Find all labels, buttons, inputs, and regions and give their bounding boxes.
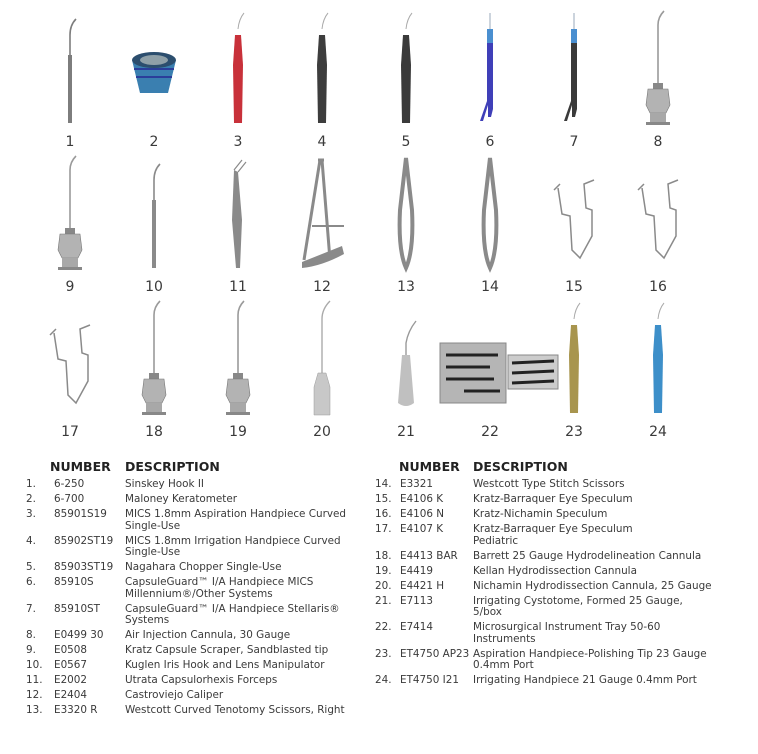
product-description: MICS 1.8mm Irrigation Handpiece Curved <box>125 534 341 547</box>
speculum-icon <box>534 150 614 280</box>
row-index: 5. <box>26 561 36 573</box>
instrument-number-label: 13 <box>397 279 415 295</box>
handpiece-icon <box>282 5 362 135</box>
instrument-number-label: 18 <box>145 424 163 440</box>
product-number: 6-250 <box>54 478 85 490</box>
product-number: 85901S19 <box>54 508 107 520</box>
instrument-15 <box>534 150 614 290</box>
instrument-number-label: 15 <box>565 279 583 295</box>
row-index: 19. <box>375 564 392 577</box>
product-description: Air Injection Cannula, 30 Gauge <box>125 629 291 641</box>
instrument-number-label: 23 <box>565 424 583 440</box>
instrument-number-label: 4 <box>317 134 327 150</box>
product-description: Utrata Capsulorhexis Forceps <box>125 674 278 686</box>
instrument-number-label: 22 <box>481 424 499 440</box>
column-header-description: DESCRIPTION <box>473 459 568 474</box>
instrument-number-label: 9 <box>65 279 75 295</box>
instrument-20 <box>282 295 362 435</box>
row-index: 17. <box>375 523 392 535</box>
product-description: Irrigating Handpiece 21 Gauge 0.4mm Port <box>473 674 697 686</box>
row-index: 21. <box>375 594 392 607</box>
instrument-23 <box>534 295 614 435</box>
product-description: Millennium®/Other Systems <box>125 587 273 600</box>
product-number: ET4750 I21 <box>400 674 459 686</box>
product-number: E0499 30 <box>54 629 104 641</box>
instrument-2 <box>114 5 194 145</box>
row-index: 15. <box>375 493 392 505</box>
instrument-4 <box>282 5 362 145</box>
forceps-icon <box>198 150 278 280</box>
instrument-number-label: 2 <box>149 134 159 150</box>
instrument-number-label: 12 <box>313 279 331 295</box>
product-description: Irrigating Cystotome, Formed 25 Gauge, <box>473 594 683 607</box>
product-description: Kratz-Nichamin Speculum <box>473 508 608 520</box>
row-index: 8. <box>26 629 36 641</box>
product-description: CapsuleGuard™ I/A Handpiece Stellaris® <box>125 602 340 615</box>
instrument-number-label: 19 <box>229 424 247 440</box>
hook-icon <box>114 150 194 280</box>
product-description: Maloney Keratometer <box>125 493 238 505</box>
row-index: 7. <box>26 602 36 615</box>
column-header-number: NUMBER <box>50 459 111 474</box>
product-number: E7113 <box>400 594 434 607</box>
row-index: 3. <box>26 508 36 520</box>
product-description: 5/box <box>473 606 502 618</box>
cannula-icon <box>198 295 278 425</box>
keratometer-icon <box>114 5 194 135</box>
product-description: Barrett 25 Gauge Hydrodelineation Cannula <box>473 549 702 562</box>
product-description: Instruments <box>473 632 536 645</box>
product-number: E0508 <box>54 644 88 656</box>
capsuleguard-icon <box>534 5 614 135</box>
row-index: 24. <box>375 674 392 686</box>
row-index: 11. <box>26 674 43 686</box>
product-number: E4421 H <box>400 579 445 592</box>
product-number: E4106 N <box>400 508 445 520</box>
product-description: Single-Use <box>125 519 181 532</box>
instrument-14 <box>450 150 530 290</box>
column-header-number: NUMBER <box>399 459 460 474</box>
instrument-3 <box>198 5 278 145</box>
product-description: Pediatric <box>473 534 519 547</box>
row-index: 4. <box>26 534 36 547</box>
row-index: 10. <box>26 659 43 671</box>
instrument-11 <box>198 150 278 290</box>
product-description: 0.4mm Port <box>473 659 534 671</box>
product-number: E3321 <box>400 478 434 490</box>
tray-icon <box>450 295 530 425</box>
row-index: 9. <box>26 644 36 656</box>
product-number: E4106 K <box>400 493 444 505</box>
product-description: Castroviejo Caliper <box>125 689 224 701</box>
product-number: 85903ST19 <box>54 561 114 573</box>
cannula-icon <box>114 295 194 425</box>
speculum-icon <box>30 295 110 425</box>
instrument-5 <box>366 5 446 145</box>
row-index: 6. <box>26 576 36 588</box>
product-description: Kellan Hydrodissection Cannula <box>473 564 637 577</box>
product-description: CapsuleGuard™ I/A Handpiece MICS <box>125 576 314 588</box>
instrument-18 <box>114 295 194 435</box>
product-number: 6-700 <box>54 493 85 505</box>
instrument-number-label: 7 <box>569 134 579 150</box>
hubcannula-icon <box>282 295 362 425</box>
instrument-1 <box>30 5 110 145</box>
row-index: 14. <box>375 478 392 490</box>
product-description: Kratz-Barraquer Eye Speculum <box>473 523 633 535</box>
hook-icon <box>30 5 110 135</box>
row-index: 20. <box>375 579 392 592</box>
product-description: Aspiration Handpiece-Polishing Tip 23 Gauge <box>473 647 707 660</box>
instrument-number-label: 5 <box>401 134 411 150</box>
product-description: Microsurgical Instrument Tray 50-60 <box>473 621 661 633</box>
instrument-number-label: 11 <box>229 279 247 295</box>
instrument-number-label: 16 <box>649 279 667 295</box>
instrument-number-label: 20 <box>313 424 331 440</box>
row-index: 13. <box>26 704 43 716</box>
instrument-24 <box>618 295 698 435</box>
scissors-icon <box>450 150 530 280</box>
product-number: 85910S <box>54 576 94 588</box>
row-index: 22. <box>375 621 392 633</box>
product-description: Nagahara Chopper Single-Use <box>125 561 282 573</box>
product-number: E4419 <box>400 564 434 577</box>
instrument-number-label: 6 <box>485 134 495 150</box>
product-number: E4413 BAR <box>400 549 458 562</box>
instrument-22 <box>450 295 530 435</box>
handpiece-icon <box>366 5 446 135</box>
caliper-icon <box>282 150 362 280</box>
row-index: 18. <box>375 549 392 562</box>
instrument-12 <box>282 150 362 290</box>
handpiece-icon <box>618 295 698 425</box>
product-number: 85910ST <box>54 602 100 615</box>
cannula-icon <box>618 5 698 135</box>
instrument-9 <box>30 150 110 290</box>
instrument-7 <box>534 5 614 145</box>
product-number: ET4750 AP23 <box>400 647 470 660</box>
instrument-16 <box>618 150 698 290</box>
handpiece-icon <box>534 295 614 425</box>
cystotome-icon <box>366 295 446 425</box>
product-number: 85902ST19 <box>54 534 114 547</box>
instrument-number-label: 8 <box>653 134 663 150</box>
row-index: 12. <box>26 689 43 701</box>
instrument-number-label: 10 <box>145 279 163 295</box>
product-number: E4107 K <box>400 523 444 535</box>
column-header-description: DESCRIPTION <box>125 459 220 474</box>
instrument-17 <box>30 295 110 435</box>
product-number: E7414 <box>400 621 434 633</box>
instrument-number-label: 21 <box>397 424 415 440</box>
product-description: Kuglen Iris Hook and Lens Manipulator <box>125 659 325 671</box>
product-description: MICS 1.8mm Aspiration Handpiece Curved <box>125 508 346 520</box>
product-description: Single-Use <box>125 546 181 558</box>
product-description: Kratz Capsule Scraper, Sandblasted tip <box>125 644 329 656</box>
row-index: 16. <box>375 508 392 520</box>
instrument-19 <box>198 295 278 435</box>
instrument-number-label: 24 <box>649 424 667 440</box>
product-number: E2404 <box>54 689 88 701</box>
instrument-number-label: 17 <box>61 424 79 440</box>
instrument-13 <box>366 150 446 290</box>
product-description: Nichamin Hydrodissection Cannula, 25 Gauge <box>473 579 712 592</box>
product-description: Westcott Type Stitch Scissors <box>473 478 625 490</box>
instrument-number-label: 3 <box>233 134 243 150</box>
instrument-10 <box>114 150 194 290</box>
product-description: Sinskey Hook II <box>125 478 204 490</box>
product-number: E2002 <box>54 674 88 686</box>
instrument-8 <box>618 5 698 145</box>
row-index: 2. <box>26 493 36 505</box>
cannula-icon <box>30 150 110 280</box>
product-description: Westcott Curved Tenotomy Scissors, Right <box>125 704 345 716</box>
instrument-number-label: 1 <box>65 134 75 150</box>
instrument-21 <box>366 295 446 435</box>
row-index: 23. <box>375 647 392 660</box>
product-description: Systems <box>125 614 170 626</box>
instrument-6 <box>450 5 530 145</box>
product-number: E0567 <box>54 659 88 671</box>
handpiece-icon <box>198 5 278 135</box>
product-description: Kratz-Barraquer Eye Speculum <box>473 493 633 505</box>
speculum-icon <box>618 150 698 280</box>
product-number: E3320 R <box>54 704 98 716</box>
scissors-icon <box>366 150 446 280</box>
instrument-number-label: 14 <box>481 279 499 295</box>
capsuleguard-icon <box>450 5 530 135</box>
row-index: 1. <box>26 478 36 490</box>
